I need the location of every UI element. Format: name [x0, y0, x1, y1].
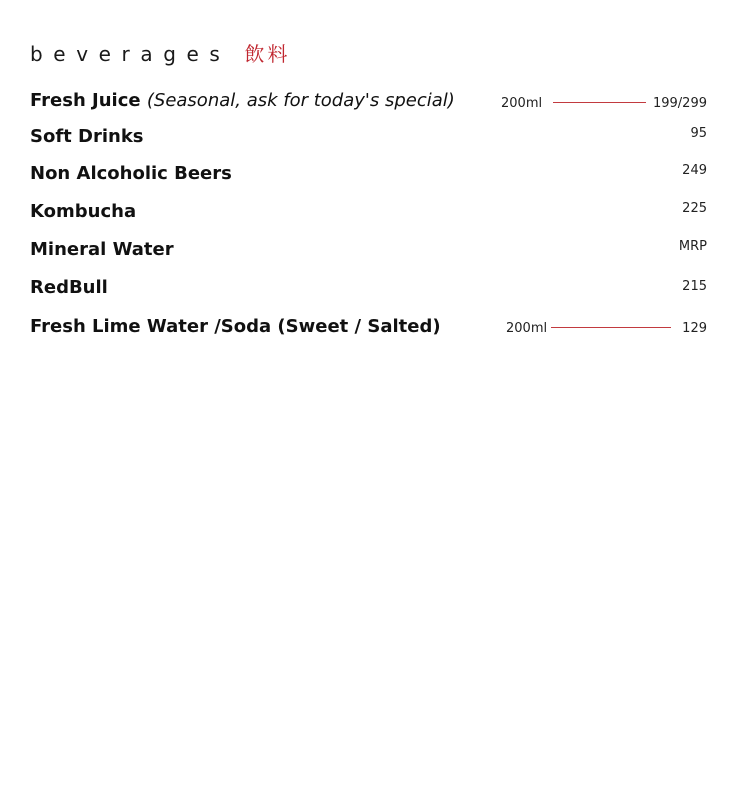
section-title-chinese: 飲料 — [244, 42, 291, 66]
menu-item — [30, 126, 707, 152]
item-name-kombucha: Kombucha — [30, 201, 137, 222]
item-price: 129 — [682, 321, 707, 336]
section-title-english: beverages — [30, 42, 231, 66]
item-name-soft-drinks: Soft Drinks — [30, 126, 144, 147]
item-name-redbull: RedBull — [30, 277, 108, 298]
item-price: 215 — [682, 279, 707, 294]
item-name-non-alcoholic-beers: Non Alcoholic Beers — [30, 163, 232, 184]
price-leader-line — [551, 327, 671, 328]
menu-item — [30, 201, 707, 227]
item-size: 200ml — [506, 321, 548, 336]
item-name-mineral-water: Mineral Water — [30, 239, 174, 260]
item-price: 199/299 — [652, 96, 707, 111]
section-heading — [30, 38, 290, 72]
price-leader-line — [553, 102, 646, 103]
item-price: MRP — [678, 239, 707, 254]
menu-item — [30, 277, 707, 303]
item-name-fresh-juice: Fresh Juice (Seasonal, ask for today's special) — [30, 90, 455, 111]
item-size: 200ml — [501, 96, 543, 111]
item-price: 249 — [682, 163, 707, 178]
menu-item — [30, 239, 707, 265]
item-price: 225 — [682, 201, 707, 216]
item-name-fresh-lime-water-soda: Fresh Lime Water /Soda (Sweet / Salted) — [30, 316, 441, 337]
menu-item — [30, 316, 707, 342]
item-note: (Seasonal, ask for today's special) — [146, 90, 455, 111]
item-price: 95 — [690, 126, 707, 141]
menu-item — [30, 163, 707, 189]
menu-item — [30, 90, 707, 116]
